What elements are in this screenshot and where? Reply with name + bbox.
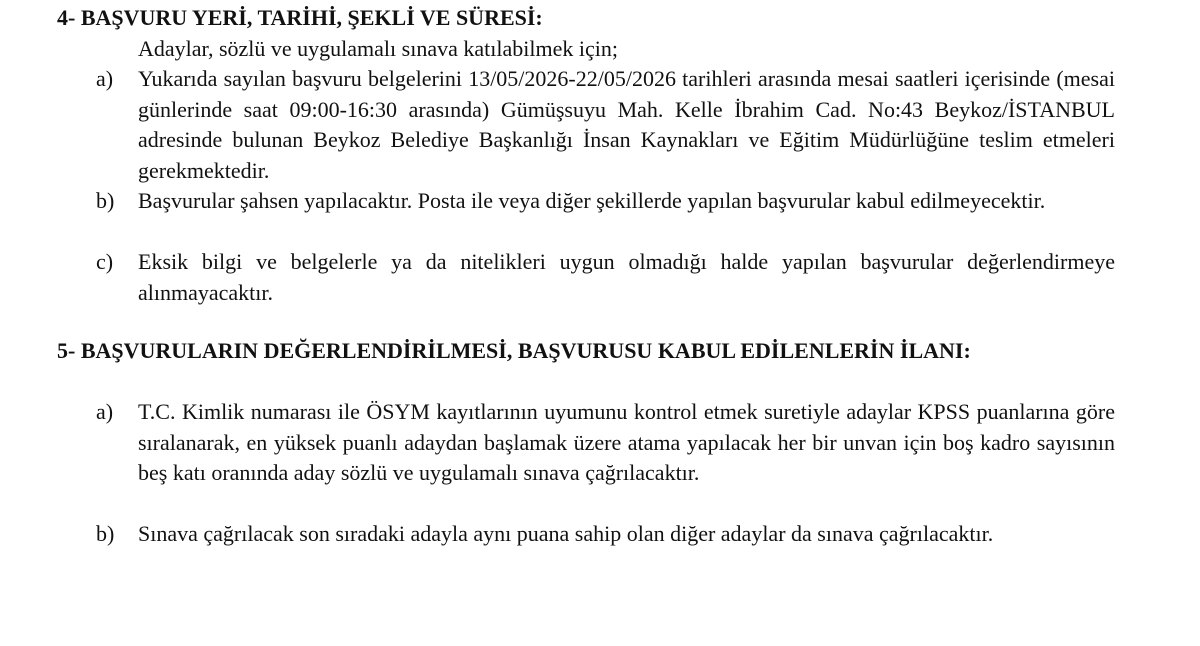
list-marker: b) — [96, 521, 115, 546]
list-item-5a — [96, 397, 1115, 489]
section-4-heading: 4- BAŞVURU YERİ, TARİHİ, ŞEKLİ VE SÜRESİ: — [57, 5, 543, 30]
section-4-intro: Adaylar, sözlü ve uygulamalı sınava katılabilmek için; — [138, 36, 618, 61]
section-5-heading: 5- BAŞVURULARIN DEĞERLENDİRİLMESİ, BAŞVURUSU KABUL EDİLENLERİN İLANI: — [57, 338, 971, 363]
list-item-4b — [96, 186, 1115, 217]
list-marker: a) — [96, 399, 114, 424]
list-item-4c — [96, 247, 1115, 308]
list-item-text: Başvurular şahsen yapılacaktır. Posta ile veya diğer şekillerde yapılan başvurular kabul edilmeyecektir. — [138, 188, 1046, 213]
list-marker: b) — [96, 188, 115, 213]
list-marker: a) — [96, 66, 114, 91]
list-item-text: Sınava çağrılacak son sıradaki adayla aynı puana sahip olan diğer adaylar da sınava çağrılacaktır. — [138, 521, 994, 546]
list-item-4a — [96, 64, 1115, 186]
list-item-text: Eksik bilgi ve belgelerle ya da nitelikleri uygun olmadığı halde yapılan başvurular değerlendirmeye alınmayacaktır. — [138, 249, 1115, 305]
list-item-text: T.C. Kimlik numarası ile ÖSYM kayıtlarının uyumunu kontrol etmek suretiyle adaylar KPSS puanlarına göre sıralanarak, en yüksek puanlı adaydan başlamak üzere atama yapılacak her bir unvan için boş kadro sayısının beş katı oranında aday sözlü ve uygulamalı sınava çağrılacaktır. — [138, 399, 1115, 485]
list-item-text: Yukarıda sayılan başvuru belgelerini 13/05/2026-22/05/2026 tarihleri arasında mesai saatleri içerisinde (mesai günlerinde saat 09:00-16:30 arasında) Gümüşsuyu Mah. Kelle İbrahim Cad. No:43 Beykoz/İSTANBUL adresinde bulunan Beykoz Belediye Başkanlığı İnsan Kaynakları ve Eğitim Müdürlüğüne teslim etmeleri gerekmektedir. — [138, 66, 1115, 183]
list-item-5b — [96, 519, 1115, 550]
list-marker: c) — [96, 249, 114, 274]
